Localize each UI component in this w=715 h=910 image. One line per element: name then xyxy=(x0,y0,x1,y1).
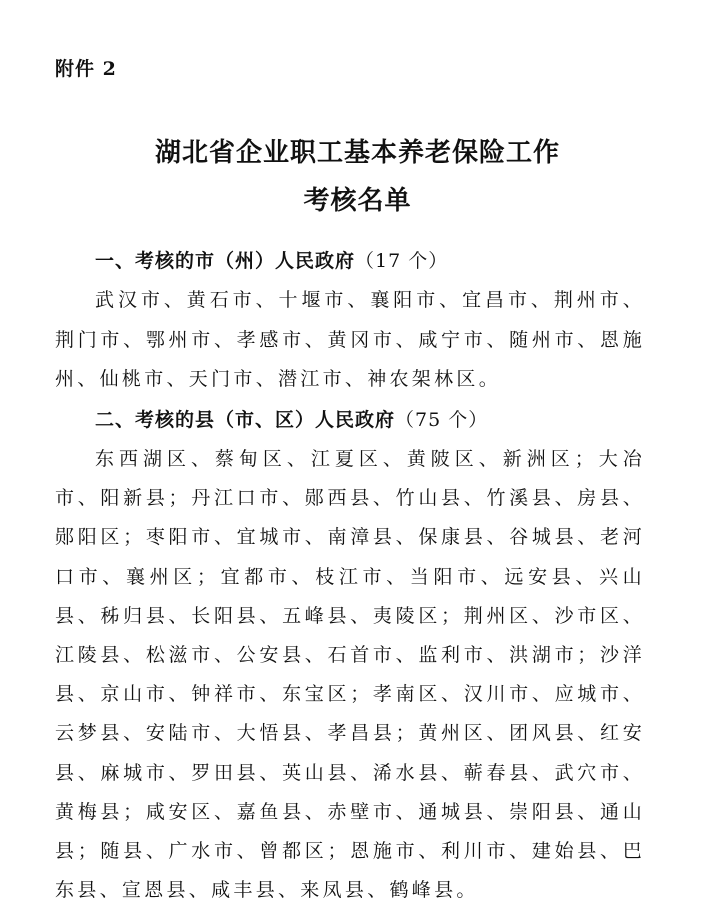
document-title-line-1: 湖北省企业职工基本养老保险工作 xyxy=(154,138,560,168)
section-2-count: （75 个） xyxy=(395,409,489,431)
section-1-body: 武汉市、黄石市、十堰市、襄阳市、宜昌市、荆州市、荆门市、鄂州市、孝感市、黄冈市、咸宁市、随州市、恩施州、仙桃市、天门市、潜江市、神农架林区。 xyxy=(55,289,645,390)
section-1-heading xyxy=(95,246,448,273)
section-2-heading-text: 二、考核的县（市、区）人民政府 xyxy=(95,409,396,431)
section-2-body: 东西湖区、蔡甸区、江夏区、黄陂区、新洲区；大冶市、阳新县；丹江口市、郧西县、竹山县、竹溪县、房县、郧阳区；枣阳市、宜城市、南漳县、保康县、谷城县、老河口市、襄州区；宜都市、枝江市、当阳市、远安县、兴山县、秭归县、长阳县、五峰县、夷陵区；荆州区、沙市区、江陵县、松滋市、公安县、石首市、监利市、洪湖市；沙洋县、京山市、钟祥市、东宝区；孝南区、汉川市、应城市、云梦县、安陆市、大悟县、孝昌县；黄州区、团风县、红安县、麻城市、罗田县、英山县、浠水县、蕲春县、武穴市、黄梅县；咸安区、嘉鱼县、赤壁市、通城县、崇阳县、通山县；随县、广水市、曾都区；恩施市、利川市、建始县、巴东县、宣恩县、咸丰县、来凤县、鹤峰县。 xyxy=(55,448,645,902)
section-2-heading xyxy=(95,405,488,432)
section-1-count: （17 个） xyxy=(355,250,449,272)
section-1-heading-text: 一、考核的市（州）人民政府 xyxy=(95,250,356,272)
document-title-line-2: 考核名单 xyxy=(303,186,412,216)
attachment-label: 附件 2 xyxy=(55,58,117,80)
